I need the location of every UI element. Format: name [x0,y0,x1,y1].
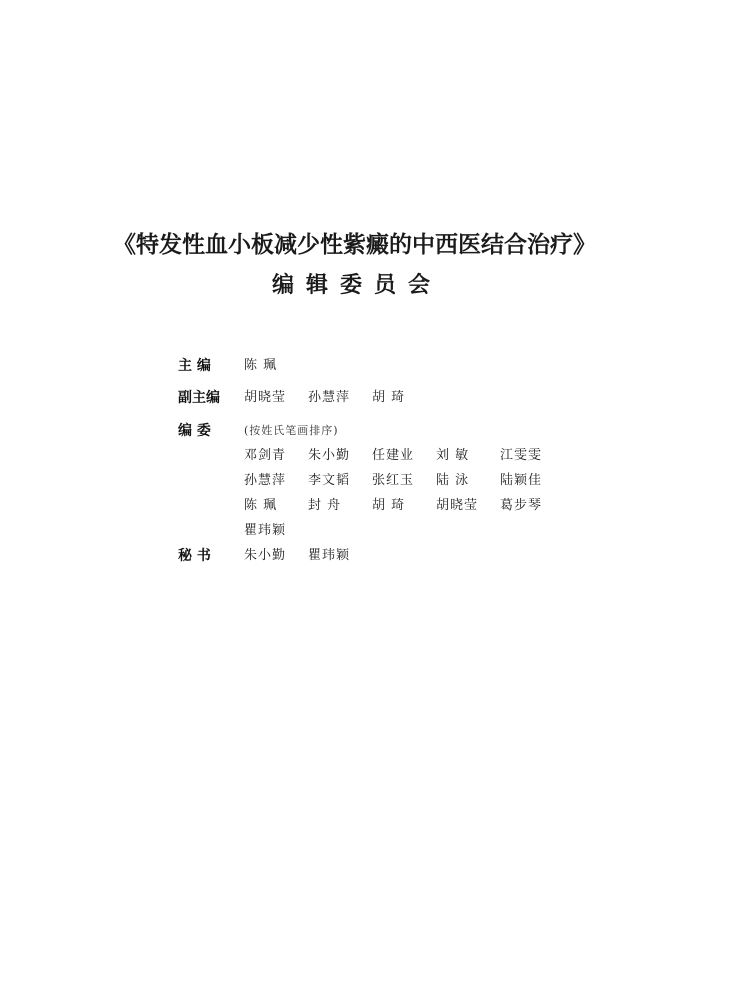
secretary-name: 朱小勤 [244,548,287,563]
board-member-name: 胡 琦 [372,498,406,513]
chief-editor-names [244,356,308,376]
board-member-name: 张红玉 [372,473,415,488]
board-member-name: 陆颖佳 [500,473,543,488]
board-names-line [244,471,564,491]
board-member-name: 任建业 [372,448,415,463]
chief-editor-label: 主 编 [178,358,211,374]
board-member-name: 陆 泳 [436,473,470,488]
board-member-name: 封 舟 [308,498,342,513]
board-member-name: 江雯雯 [500,448,543,463]
board-names-line [244,496,564,516]
deputy-chief-editor-names [244,388,436,408]
board-member-name: 瞿玮颖 [244,523,287,538]
deputy-name: 胡晓莹 [244,390,287,405]
board-member-name: 葛步琴 [500,498,543,513]
editorial-board-label: 编 委 [178,423,211,439]
deputy-name: 孙慧萍 [308,390,351,405]
deputy-name: 胡 琦 [372,390,406,405]
board-names-line [244,446,564,466]
secretaries-names [244,546,372,566]
board-member-name: 朱小勤 [308,448,351,463]
deputy-chief-editor-label: 副主编 [178,390,220,406]
editorial-board-note: (按姓氏笔画排序) [244,424,339,437]
book-title: 《特发性血小板减少性紫癜的中西医结合治疗》 [113,231,596,258]
board-member-name: 陈 珮 [244,498,278,513]
secretaries-label: 秘 书 [178,548,211,564]
editorial-board-note-wrap [244,421,339,441]
board-names-line [244,521,308,541]
committee-title: 编辑委员会 [272,272,443,298]
board-member-name: 刘 敏 [436,448,470,463]
board-member-name: 邓剑青 [244,448,287,463]
chief-editor-name: 陈 珮 [244,358,278,373]
board-member-name: 李文韬 [308,473,351,488]
secretary-name: 瞿玮颖 [308,548,351,563]
board-member-name: 孙慧萍 [244,473,287,488]
board-member-name: 胡晓莹 [436,498,479,513]
